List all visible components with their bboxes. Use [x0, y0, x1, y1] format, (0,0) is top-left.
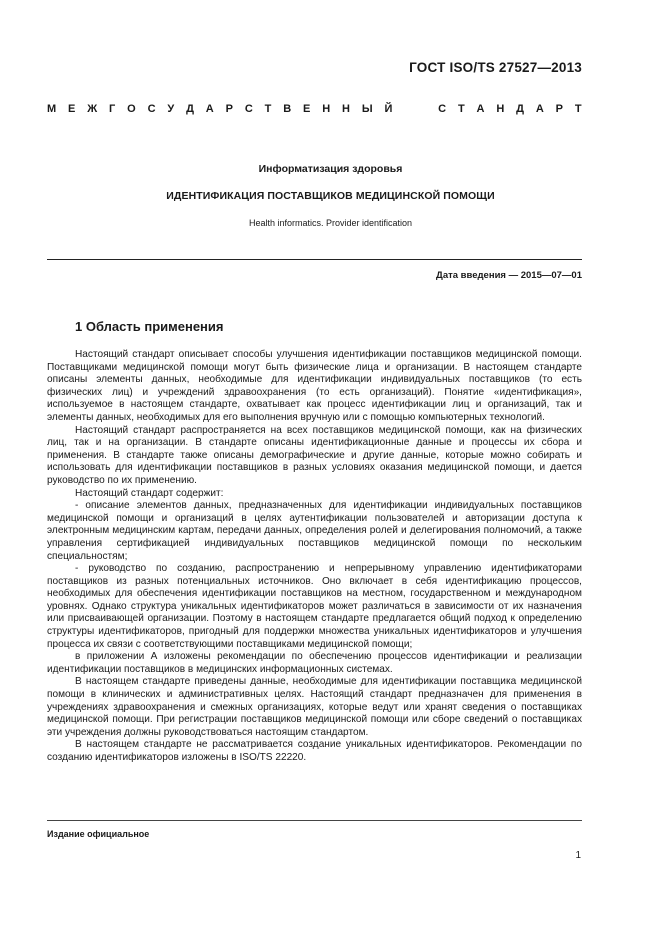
- banner-letter: С: [147, 103, 156, 115]
- paragraph: Настоящий стандарт содержит:: [75, 487, 224, 499]
- paragraph: - описание элементов данных, предназначенных для идентификации индивидуальных поставщиков медицинской помощи и организаций в целях аутентификации пользователей и авторизации доступа к электронным медицинским картам, передачи данных, определения ролей и делегирования полномочий, а также управления сертификацией индивидуальных поставщиков медицинской помощи по нескольким специальностям;: [47, 500, 582, 562]
- banner-letter: Е: [303, 103, 311, 115]
- banner-letter: А: [205, 103, 214, 115]
- paragraph: Настоящий стандарт распространяется на всех поставщиков медицинской помощи, как на физических лиц, так и на организации. В стандарте описаны идентификационные данные и процессы их сбора и применения. В стандарте также описаны демографические и другие данные, которые можно собирать и использовать для идентификации поставщиков в разных условиях оказания медицинской помощи, и дается руководство по их применению.: [47, 424, 582, 486]
- paragraph: - руководство по созданию, распространению и непрерывному управлению идентификаторами поставщиков из разных потенциальных источников. Оно включает в себя идентификацию процессов, необходимых для обеспечения идентификации поставщиков на местном, государственном и международном уровнях. Однако структура уникальных идентификаторов может различаться в зависимости от их назначения или присваивающей организации. Поэтому в настоящем стандарте предлагается общий подход к определению структуры идентификаторов, пригодный для поддержки множества уникальных идентификаторов и улучшения процесса их связи с соответствующими поставщиками медицинской помощи;: [47, 563, 582, 650]
- banner-letter: А: [476, 103, 485, 115]
- banner-letter: Р: [555, 103, 564, 115]
- banner-letter: Т: [457, 103, 465, 115]
- banner-letter: Н: [322, 103, 331, 115]
- banner-letter: Н: [342, 103, 350, 115]
- banner-letter: У: [167, 103, 175, 115]
- banner-letter: Й: [384, 103, 393, 115]
- banner-word-gap: [404, 103, 426, 115]
- banner-letter: М: [47, 103, 57, 115]
- banner-letter: Е: [68, 103, 76, 115]
- banner-letter: Д: [186, 103, 194, 115]
- paragraph: В настоящем стандарте приведены данные, необходимые для идентификации поставщика медицинской помощи в клинических и административных целях. Настоящий стандарт предназначен для применения в учреждениях здравоохранения и смежных организациях, которые ведут или хранят сведения о поставщиках медицинской помощи. При регистрации поставщиков медицинской помощи или сборе сведений о поставщиках эти учреждения должны руководствоваться настоящим стандартом.: [47, 676, 582, 738]
- banner-letter: Д: [516, 103, 524, 115]
- document-title-english: Health informatics. Provider identification: [248, 218, 413, 228]
- banner-letter: Ы: [361, 103, 373, 115]
- edition-label: Издание официальное: [47, 829, 150, 839]
- banner-letter: Т: [574, 103, 582, 115]
- banner-letter: С: [244, 103, 253, 115]
- footer-divider: [47, 820, 582, 821]
- banner-letter: С: [438, 103, 447, 115]
- banner-letter: Р: [225, 103, 233, 115]
- banner-letter: Т: [264, 103, 272, 115]
- banner-letter: Н: [496, 103, 505, 115]
- section-heading: 1 Область применения: [75, 319, 224, 334]
- section-body: [47, 349, 582, 765]
- interstate-standard-banner: [47, 103, 582, 115]
- page-number: 1: [575, 850, 581, 861]
- standard-code: ГОСТ ISO/TS 27527—2013: [409, 60, 582, 75]
- banner-letter: Г: [109, 103, 116, 115]
- document-title: ИДЕНТИФИКАЦИЯ ПОСТАВЩИКОВ МЕДИЦИНСКОЙ ПОМОЩИ: [166, 190, 495, 202]
- effective-date: Дата введения — 2015—07—01: [436, 270, 582, 281]
- banner-letter: О: [127, 103, 136, 115]
- banner-letter: В: [283, 103, 292, 115]
- paragraph: в приложении А изложены рекомендации по обеспечению процессов идентификации и реализации идентификации поставщиков в медицинских информационных системах.: [47, 651, 582, 675]
- banner-letter: Ж: [87, 103, 98, 115]
- title-divider: [47, 259, 582, 260]
- banner-letter: А: [535, 103, 544, 115]
- paragraph: Настоящий стандарт описывает способы улучшения идентификации поставщиков медицинской помощи. Поставщиками медицинской помощи могут быть физические лица и организации. В настоящем стандарте описаны элементы данных, необходимые для идентификации индивидуальных поставщиков (то есть физических лиц) и учреждений здравоохранения (то есть организаций). Понятие «идентификация», используемое в настоящем стандарте, охватывает как процесс идентификации лиц и организаций, так и элементы данных, необходимых для его выполнения вручную или с помощью компьютерных технологий.: [47, 349, 582, 423]
- document-topic: Информатизация здоровья: [258, 163, 403, 175]
- paragraph: В настоящем стандарте не рассматривается создание уникальных идентификаторов. Рекомендации по созданию идентификаторов изложены в ISO/TS 22220.: [47, 739, 582, 763]
